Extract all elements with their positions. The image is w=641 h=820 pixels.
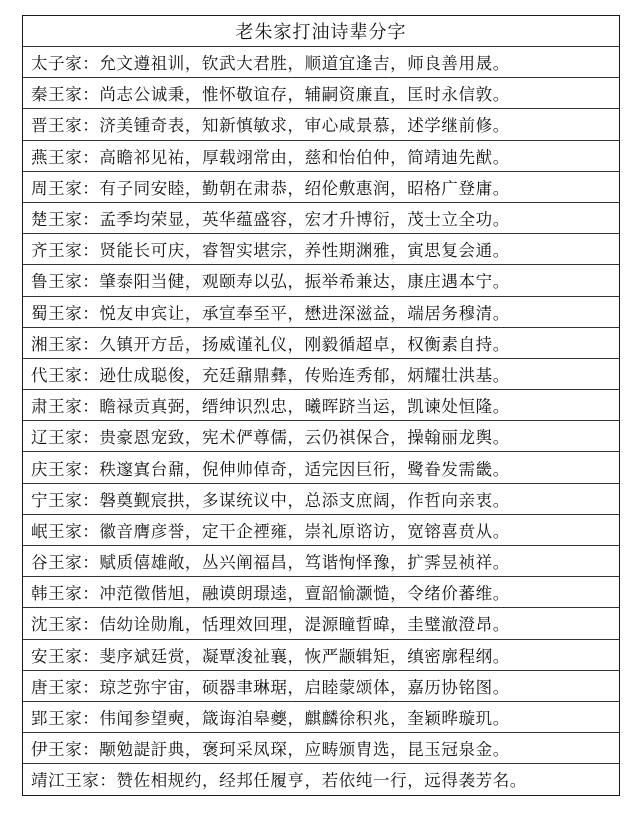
table-row xyxy=(23,546,619,577)
table-row xyxy=(23,297,619,328)
house-name: 沈王家： xyxy=(31,615,100,635)
generation-name-table xyxy=(22,15,620,796)
generation-verse: 久镇开方岳，扬威谨礼仪，刚毅循超卓，权衡素自持。 xyxy=(99,334,510,354)
generation-verse: 徽音膺彦誉，定干企禋雍，崇礼原谘访，宽镕喜贲从。 xyxy=(99,521,510,541)
table-row xyxy=(23,733,619,764)
generation-verse: 秩邃寘台鼐，倪伸帅倬奇，适完因巨衎，鹭眷发需畿。 xyxy=(99,459,510,479)
generation-verse: 佶幼诠勋胤，恬理效回理，湜源瞳晢暐，圭璧澈澄昂。 xyxy=(99,615,510,635)
table-row xyxy=(23,764,619,794)
table-row xyxy=(23,78,619,109)
generation-verse: 贵豪恩宠致，宪术俨尊儒，云仍祺保合，操翰丽龙舆。 xyxy=(99,428,510,448)
table-row xyxy=(23,640,619,671)
table-row xyxy=(23,47,619,78)
table-row xyxy=(23,141,619,172)
table-row xyxy=(23,702,619,733)
generation-verse: 济美锺奇表，知新慎敏求，审心咸景慕，述学继前修。 xyxy=(99,116,510,136)
generation-verse: 逊仕成聪俊，充廷鼐鼎彝，传贻连秀郁，炳耀壮洪基。 xyxy=(99,365,510,385)
table-row xyxy=(23,328,619,359)
generation-verse: 斐序斌廷赏，凝覃浚祉襄，恢严颛辑矩，缜密廓程纲。 xyxy=(99,646,510,666)
generation-verse: 高瞻祁见祐，厚载翊常由，慈和怡伯仲，简靖迪先猷。 xyxy=(99,147,510,167)
table-row xyxy=(23,109,619,140)
generation-verse: 颙勉諟訏典，褒珂采凤琛，应畴颁胄选，昆玉冠泉金。 xyxy=(99,740,510,760)
house-name: 齐王家： xyxy=(31,241,100,261)
generation-verse: 赞佐相规约，经邦任履亨，若依纯一行，远得袭芳名。 xyxy=(116,771,527,791)
generation-verse: 有子同安睦，勤朝在肃恭，绍伦敷惠润，昭格广登庸。 xyxy=(99,178,510,198)
house-name: 秦王家： xyxy=(31,85,100,105)
house-name: 肃王家： xyxy=(31,397,100,417)
generation-verse: 赋质僖雄敞，丛兴阐福昌，笃谐恂怿豫，扩霁昱祯祥。 xyxy=(99,553,510,573)
house-name: 伊王家： xyxy=(31,740,100,760)
generation-verse: 尚志公诚秉，惟怀敬谊存，辅嗣资廉直，匡时永信敦。 xyxy=(99,85,510,105)
table-row xyxy=(23,608,619,639)
table-row xyxy=(23,484,619,515)
house-name: 庆王家： xyxy=(31,459,100,479)
generation-verse: 悦友申宾让，承宣奉至平，懋进深滋益，端居务穆清。 xyxy=(99,303,510,323)
generation-verse: 孟季均荣显，英华蕴盛容，宏才升博衍，茂士立全功。 xyxy=(99,210,510,230)
table-row xyxy=(23,515,619,546)
table-body xyxy=(23,47,619,795)
table-row xyxy=(23,234,619,265)
generation-verse: 琼芝弥宇宙，硕器聿琳琚，启睦蒙颂体，嘉历协铭图。 xyxy=(99,677,510,697)
generation-verse: 伟闻参望奭，箴诲洎皋夔，麒麟徐积兆，奎颖晔璇玑。 xyxy=(99,709,510,729)
table-row xyxy=(23,421,619,452)
table-row xyxy=(23,452,619,483)
table-row xyxy=(23,577,619,608)
generation-verse: 肇泰阳当健，观颐寿以弘，振举希兼达，康庄遇本宁。 xyxy=(99,272,510,292)
table-row xyxy=(23,359,619,390)
house-name: 楚王家： xyxy=(31,210,100,230)
house-name: 郢王家： xyxy=(31,709,100,729)
house-name: 晋王家： xyxy=(31,116,100,136)
house-name: 宁王家： xyxy=(31,490,100,510)
house-name: 湘王家： xyxy=(31,334,100,354)
generation-verse: 磐奠觐宸拱，多谋统议中，总添支庶阔，作哲向亲衷。 xyxy=(99,490,510,510)
table-row xyxy=(23,265,619,296)
house-name: 蜀王家： xyxy=(31,303,100,323)
house-name: 太子家： xyxy=(31,54,100,74)
table-title: 老朱家打油诗辈分字 xyxy=(23,16,619,47)
generation-verse: 冲范徵偕旭，融谟朗璟逵，亶韶愉灏慥，令绪价蕃维。 xyxy=(99,584,510,604)
house-name: 唐王家： xyxy=(31,677,100,697)
house-name: 岷王家： xyxy=(31,521,100,541)
house-name: 鲁王家： xyxy=(31,272,100,292)
generation-verse: 贤能长可庆，睿智实堪宗，养性期渊雅，寅思复会通。 xyxy=(99,241,510,261)
house-name: 韩王家： xyxy=(31,584,100,604)
generation-verse: 瞻禄贡真弼，缙绅识烈忠，曦晖跻当运，凯谏处恒隆。 xyxy=(99,397,510,417)
house-name: 辽王家： xyxy=(31,428,100,448)
table-row xyxy=(23,390,619,421)
table-row xyxy=(23,172,619,203)
table-row xyxy=(23,203,619,234)
house-name: 周王家： xyxy=(31,178,100,198)
house-name: 靖江王家： xyxy=(31,771,117,791)
house-name: 代王家： xyxy=(31,365,100,385)
house-name: 燕王家： xyxy=(31,147,100,167)
generation-verse: 允文遵祖训，钦武大君胜，顺道宜逢吉，师良善用晟。 xyxy=(99,54,510,74)
house-name: 谷王家： xyxy=(31,553,100,573)
table-row xyxy=(23,671,619,702)
house-name: 安王家： xyxy=(31,646,100,666)
